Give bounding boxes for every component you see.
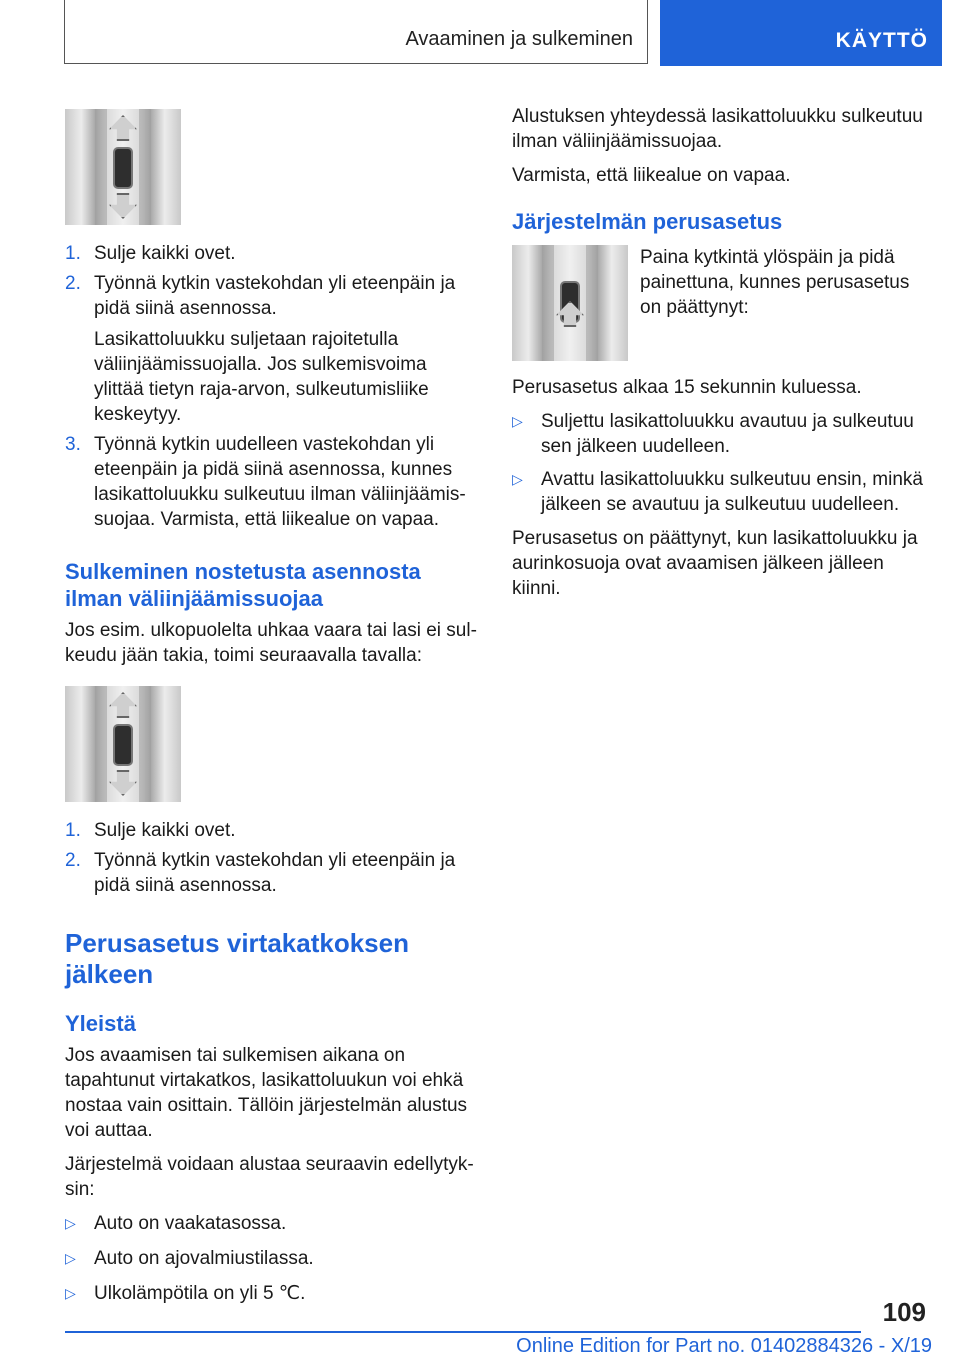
paragraph: Varmista, että liikealue on vapaa. bbox=[512, 165, 791, 186]
bullet-triangle-icon: ▷ bbox=[512, 471, 523, 487]
footer-edition: Online Edition for Part no. 01402884326 - X/19 bbox=[516, 1335, 932, 1357]
list-item: ▷ Avattu lasikattoluukku sulkeutuu ensin, minkä jälkeen se avautuu ja sulkeutuu uudelleen. bbox=[512, 469, 923, 515]
list-item: 3. Työnnä kytkin uudelleen vastekohdan yli eteenpäin ja pidä siinä asennossa, kunnes lasikattoluukku sulkeutuu ilman väliinjäämissuojaa. Varmista, että liikealue on vapaa. bbox=[65, 434, 466, 530]
footer-divider bbox=[65, 1331, 861, 1333]
paragraph: Jos avaamisen tai sulkemisen aikana on tapahtunut virtakatkos, lasikattoluukun voi ehkä nostaa vain osittain. Tällöin järjestelmän alustus voi auttaa. bbox=[65, 1045, 468, 1141]
page-header bbox=[64, 0, 942, 66]
paragraph: Järjestelmä voidaan alustaa seuraavin edellytyksin: bbox=[65, 1154, 474, 1200]
header-section-title: Avaaminen ja sulkeminen bbox=[405, 28, 633, 50]
basic-setting-figure-row bbox=[512, 245, 926, 361]
list-item: ▷ Auto on ajovalmiustilassa. bbox=[65, 1248, 314, 1269]
heading-reset-after-power-loss: Perusasetus virtakatkoksen jälkeen bbox=[65, 928, 409, 989]
heading-basic-setting: Järjestelmän perusasetus bbox=[512, 209, 783, 234]
heading-general: Yleistä bbox=[65, 1011, 136, 1036]
bullet-triangle-icon: ▷ bbox=[65, 1215, 76, 1231]
left-column bbox=[65, 100, 477, 1315]
switch-icon bbox=[113, 724, 133, 766]
header-section-box bbox=[64, 0, 648, 64]
steps-list-close bbox=[65, 241, 477, 532]
paragraph: Jos esim. ulkopuolelta uhkaa vaara tai lasi ei sulkeudu jään takia, toimi seuraavalla tavalla: bbox=[65, 620, 477, 666]
right-column bbox=[512, 104, 926, 610]
arrow-up-icon bbox=[109, 692, 137, 718]
arrow-down-icon bbox=[109, 770, 137, 796]
list-item: 2. Työnnä kytkin vastekohdan yli eteenpäin ja pidä siinä asennossa. bbox=[65, 850, 456, 896]
bullet-triangle-icon: ▷ bbox=[65, 1250, 76, 1266]
list-item: 1. Sulje kaikki ovet. bbox=[65, 820, 236, 841]
reset-behaviour-list bbox=[512, 409, 926, 517]
arrow-down-icon bbox=[109, 193, 137, 219]
roof-switch-figure-2 bbox=[65, 686, 181, 802]
list-item: ▷ Auto on vaakatasossa. bbox=[65, 1213, 287, 1234]
list-item: 1. Sulje kaikki ovet. bbox=[65, 243, 236, 264]
roof-switch-figure bbox=[65, 109, 181, 225]
list-item: ▷ Suljettu lasikattoluukku avautuu ja sulkeutuu sen jälkeen uudelleen. bbox=[512, 411, 914, 457]
bullet-triangle-icon: ▷ bbox=[65, 1285, 76, 1301]
header-chapter-tab: KÄYTTÖ bbox=[660, 0, 942, 66]
page-number: 109 bbox=[882, 1297, 926, 1327]
heading-close-without-protection: Sulkeminen nostetusta asennosta ilman väliinjäämissuojaa bbox=[65, 559, 421, 611]
list-item: ▷ Ulkolämpötila on yli 5 ℃. bbox=[65, 1283, 306, 1304]
figure-caption: Paina kytkintä ylöspäin ja pidä painettuna, kunnes perusasetus on päättynyt: bbox=[640, 247, 910, 318]
bullet-triangle-icon: ▷ bbox=[512, 413, 523, 429]
steps-list-close-2 bbox=[65, 818, 477, 898]
arrow-up-icon bbox=[109, 115, 137, 141]
roof-switch-press-up-figure bbox=[512, 245, 628, 361]
paragraph: Alustuksen yhteydessä lasikattoluukku sulkeutuu ilman väliinjäämissuojaa. bbox=[512, 106, 923, 152]
switch-icon bbox=[113, 147, 133, 189]
paragraph: Perusasetus alkaa 15 sekunnin kuluessa. bbox=[512, 377, 862, 398]
conditions-list bbox=[65, 1211, 477, 1306]
paragraph: Perusasetus on päättynyt, kun lasikattoluukku ja aurinkosuoja ovat avaamisen jälkeen jälleen kiinni. bbox=[512, 528, 918, 599]
list-item: 2. Työnnä kytkin vastekohdan yli eteenpäin ja pidä siinä asennossa. Lasikattoluukku suljetaan rajoitetulla väliinjäämissuojalla. Jos sulkemisvoima ylittää tietyn raja-arvon, sulkeutumisliike keskeytyy. bbox=[65, 271, 477, 427]
step-note: Lasikattoluukku suljetaan rajoitetulla väliinjäämissuojalla. Jos sulkemisvoima ylittää tietyn raja-arvon, sulkeutumisliike keskeytyy. bbox=[94, 329, 429, 425]
